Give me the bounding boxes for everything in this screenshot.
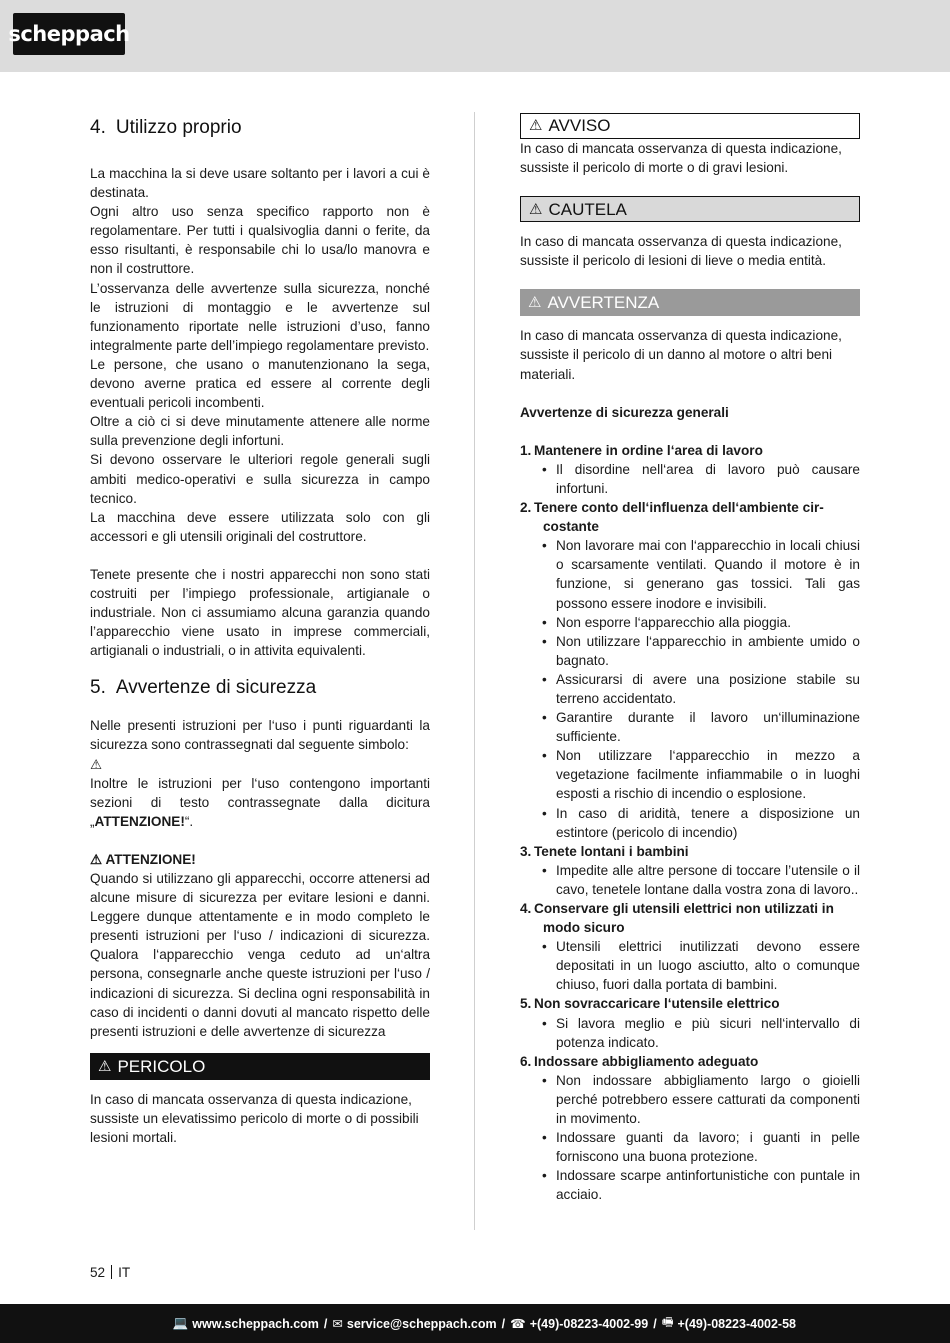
list-item	[542, 708, 860, 746]
phone-number: +(49)-08223-4002-99	[529, 1316, 649, 1331]
paragraph: In caso di mancata osservanza di questa indicazione, sussiste il pericolo di un danno al motore o altri beni materiali.	[520, 328, 842, 382]
attention-keyword: ATTENZIONE!	[94, 813, 185, 829]
rule-title: Non sovraccaricare l‘utensile elettrico	[534, 996, 780, 1012]
footer-separator: /	[653, 1316, 657, 1331]
bullet-icon: •	[542, 1015, 547, 1031]
rule-number: 4.	[520, 901, 532, 916]
list-item	[520, 498, 860, 842]
left-column	[90, 110, 430, 1147]
rule-title: Indossare abbigliamento adeguato	[534, 1053, 759, 1069]
footer-bar	[0, 1304, 950, 1343]
fax-icon: 🖷	[661, 1315, 674, 1329]
paragraph: La macchina deve essere utilizzata solo con gli accessori e gli utensili originali del costruttore.	[90, 509, 430, 544]
footer-separator: /	[323, 1316, 328, 1331]
notice-sign	[520, 289, 860, 316]
general-safety-title: Avvertenze di sicurezza generali	[520, 404, 729, 420]
paragraph: Oltre a ciò ci si deve minutamente attenere alle norme sulla prevenzione degli infortuni.	[90, 414, 430, 449]
page-language: IT	[118, 1265, 131, 1280]
bullet-text: Garantire durante il lavoro un‘illuminazione sufficiente.	[556, 710, 860, 745]
bullet-icon: •	[542, 939, 547, 955]
bullet-icon: •	[542, 1072, 547, 1088]
section-5-heading: Avvertenze di sicurezza	[115, 677, 317, 699]
list-item	[542, 460, 860, 498]
bullet-text: Utensili elettrici inutilizzati devono essere depositati in un luogo asciutto, alto o comunque chiuso, fuori dalla portata di bambini.	[556, 939, 860, 993]
brand-logo: scheppach	[13, 13, 125, 55]
text-run: “.	[184, 813, 194, 829]
safety-rules-list	[520, 441, 860, 1205]
rule-title: Mantenere in ordine l‘area di lavoro	[534, 442, 763, 458]
paragraph: In caso di mancata osservanza di questa indicazione, sussiste il pericolo di morte o di gravi lesioni.	[520, 141, 842, 176]
rule-number: 2.	[520, 500, 532, 516]
section-4-number: 4.	[90, 117, 106, 138]
paragraph: L’osservanza delle avvertenze sulla sicurezza, nonché le istruzioni di montaggio e le avvertenze sul funzionamento riportate nelle istruzioni d’uso, fanno integralmente parte dell’impiego regolamentare previsto.	[90, 280, 430, 353]
section-4-title	[90, 116, 430, 140]
bullet-icon: •	[542, 633, 547, 649]
caution-label: CAUTELA	[548, 199, 627, 219]
rule-title	[534, 498, 824, 536]
bullet-text: Indossare scarpe antinfortunistiche con puntale in acciaio.	[556, 1168, 860, 1203]
list-item	[542, 1071, 860, 1128]
warning-triangle-icon: ⚠	[529, 117, 543, 135]
bullet-icon: •	[542, 461, 547, 477]
bullet-text: Non esporre l‘apparecchio alla pioggia.	[556, 614, 792, 630]
warning-label: AVVISO	[548, 116, 611, 136]
bullet-icon: •	[542, 1168, 547, 1184]
mail-icon: ✉	[332, 1317, 343, 1331]
notice-label: AVVERTENZA	[547, 293, 660, 313]
list-item	[542, 536, 860, 612]
bullet-text: Non indossare abbigliamento largo o gioielli perché potrebbero essere catturati da componenti in movimento.	[556, 1072, 860, 1127]
bullet-text: Il disordine nell‘area di lavoro può causare infortuni.	[556, 461, 860, 496]
list-item	[542, 1166, 860, 1204]
text-run: Inoltre le istruzioni per l‘uso contengono importanti sezioni di testo contrassegnate dalla dicitura „	[90, 775, 430, 829]
section-4-heading: Utilizzo proprio	[115, 117, 242, 138]
bullet-text: Non lavorare mai con l‘apparecchio in locali chiusi o scarsamente ventilati. Quando il motore è in funzione, si generano gas tossici. Tali gas possono essere inodore e invisibili.	[556, 538, 860, 611]
rule-number: 5.	[520, 996, 532, 1012]
bullet-text: Si lavora meglio e più sicuri nell‘intervallo di potenza indicato.	[556, 1015, 860, 1050]
bullet-icon: •	[542, 748, 547, 764]
list-item	[542, 937, 860, 994]
warning-triangle-icon: ⚠	[90, 851, 103, 867]
list-item	[542, 632, 860, 670]
fax-number: +(49)-08223-4002-58	[677, 1316, 796, 1331]
phone-icon: ☎	[510, 1317, 526, 1331]
section-5-title	[90, 676, 430, 700]
rule-number: 3.	[520, 843, 532, 859]
warning-sign	[520, 113, 860, 139]
rule-title-line: Tenere conto dell‘influenza dell‘ambiente cir-	[534, 500, 824, 516]
paragraph: Ogni altro uso senza specifico rapporto non è regolamentare. Per tutti i qualsivoglia danni o ferite, da esso risultanti, è responsabile chi lo usa/lo manovra e non il costruttore.	[90, 204, 430, 277]
bullet-icon: •	[542, 671, 547, 687]
danger-sign	[90, 1053, 430, 1080]
list-item	[542, 804, 860, 842]
rule-title-line: costante	[543, 519, 599, 535]
section-5-number: 5.	[90, 677, 106, 699]
rule-title: Tenete lontani i bambini	[534, 843, 689, 859]
list-item	[542, 1014, 860, 1052]
paragraph: Si devono osservare le ulteriori regole generali sugli ambiti medico-operativi e sulla sicurezza in campo tecnico.	[90, 452, 430, 506]
page-number-value: 52	[90, 1265, 106, 1280]
attention-heading	[90, 850, 430, 869]
warning-triangle-icon: ⚠	[529, 200, 543, 218]
rule-number: 6.	[520, 1053, 532, 1069]
list-item	[542, 861, 860, 899]
column-divider	[474, 112, 475, 1230]
paragraph: La macchina la si deve usare soltanto per i lavori a cui è destinata.	[90, 166, 430, 201]
list-item	[520, 842, 860, 899]
page-number-divider	[111, 1265, 112, 1279]
bullet-text: In caso di aridità, tenere a disposizione un estintore (pericolo di incendio)	[556, 805, 860, 840]
list-item	[520, 899, 860, 994]
bullet-text: Non utilizzare l‘apparecchio in ambiente umido o bagnato.	[556, 633, 860, 668]
website-link[interactable]: www.scheppach.com	[192, 1316, 319, 1331]
list-item	[542, 1128, 860, 1166]
warning-triangle-icon: ⚠	[98, 1057, 112, 1075]
paragraph: In caso di mancata osservanza di questa indicazione, sussiste il pericolo di lesioni di lieve o media entità.	[520, 234, 842, 269]
rule-title	[534, 899, 834, 937]
caution-sign	[520, 196, 860, 222]
list-item	[520, 1052, 860, 1205]
email-link[interactable]: service@scheppach.com	[346, 1316, 497, 1331]
rule-title-line: modo sicuro	[543, 920, 625, 936]
paragraph	[90, 774, 430, 831]
page-number	[90, 1265, 130, 1280]
bullet-icon: •	[542, 614, 547, 630]
bullet-text: Non utilizzare l‘apparecchio in mezzo a vegetazione facilmente infiammabile o in luoghi esposti a rischio di incendio o esplosione.	[556, 748, 860, 802]
paragraph: Quando si utilizzano gli apparecchi, occorre attenersi ad alcune misure di sicurezza per evitare lesioni e danni. Leggere dunque attentamente e in modo completo le presenti istruzioni per l‘uso / indicazioni di sicurezza. Qualora l‘apparecchio venga ceduto ad un‘altra persona, consegnarle anche queste istruzioni per l‘uso / indicazioni di sicurezza. Si declina ogni responsabilità in caso di incidenti o danni dovuti al mancato rispetto delle presenti istruzioni e delle avvertenze di sicurezza	[90, 871, 430, 1039]
list-item	[520, 994, 860, 1051]
right-column	[520, 113, 860, 1205]
bullet-icon: •	[542, 538, 547, 554]
list-item	[520, 441, 860, 498]
paragraph: Le persone, che usano o manutenzionano la sega, devono averne pratica ed essere al corrente degli eventuali pericoli incombenti.	[90, 356, 430, 411]
bullet-icon: •	[542, 862, 547, 878]
computer-icon: 💻	[172, 1316, 189, 1330]
rule-number: 1.	[520, 442, 532, 458]
warning-triangle-icon: ⚠	[528, 294, 542, 312]
list-item	[542, 613, 860, 632]
paragraph: Tenete presente che i nostri apparecchi non sono stati costruiti per l’impiego professionale, artigianale o industriale. Non ci assumiamo alcuna garanzia quando l’apparecchio viene usato in imprese commerciali, artigianali o industriali, o in attivita equivalenti.	[90, 566, 430, 659]
list-item	[542, 746, 860, 803]
footer-separator: /	[501, 1316, 506, 1331]
attention-label: ATTENZIONE!	[105, 851, 196, 867]
header-bar	[0, 0, 950, 72]
bullet-icon: •	[542, 805, 547, 821]
list-item	[542, 670, 860, 708]
danger-label: PERICOLO	[117, 1056, 206, 1076]
paragraph: In caso di mancata osservanza di questa indicazione, sussiste un elevatissimo pericolo di morte o di possibili lesioni mortali.	[90, 1091, 419, 1146]
bullet-text: Impedite alle altre persone di toccare l’utensile o il cavo, tenetele lontane dalla vostra zona di lavoro..	[556, 862, 860, 897]
warning-symbol-icon: ⚠	[90, 756, 103, 772]
bullet-text: Assicurarsi di avere una posizione stabile su terreno accidentato.	[556, 671, 860, 706]
bullet-icon: •	[542, 710, 547, 726]
paragraph: Nelle presenti istruzioni per l‘uso i punti riguardanti la sicurezza sono contrassegnati dal seguente simbolo:	[90, 718, 430, 753]
bullet-text: Indossare guanti da lavoro; i guanti in pelle forniscono una buona protezione.	[556, 1130, 860, 1165]
bullet-icon: •	[542, 1130, 547, 1146]
rule-title-line: Conservare gli utensili elettrici non utilizzati in	[534, 901, 834, 916]
